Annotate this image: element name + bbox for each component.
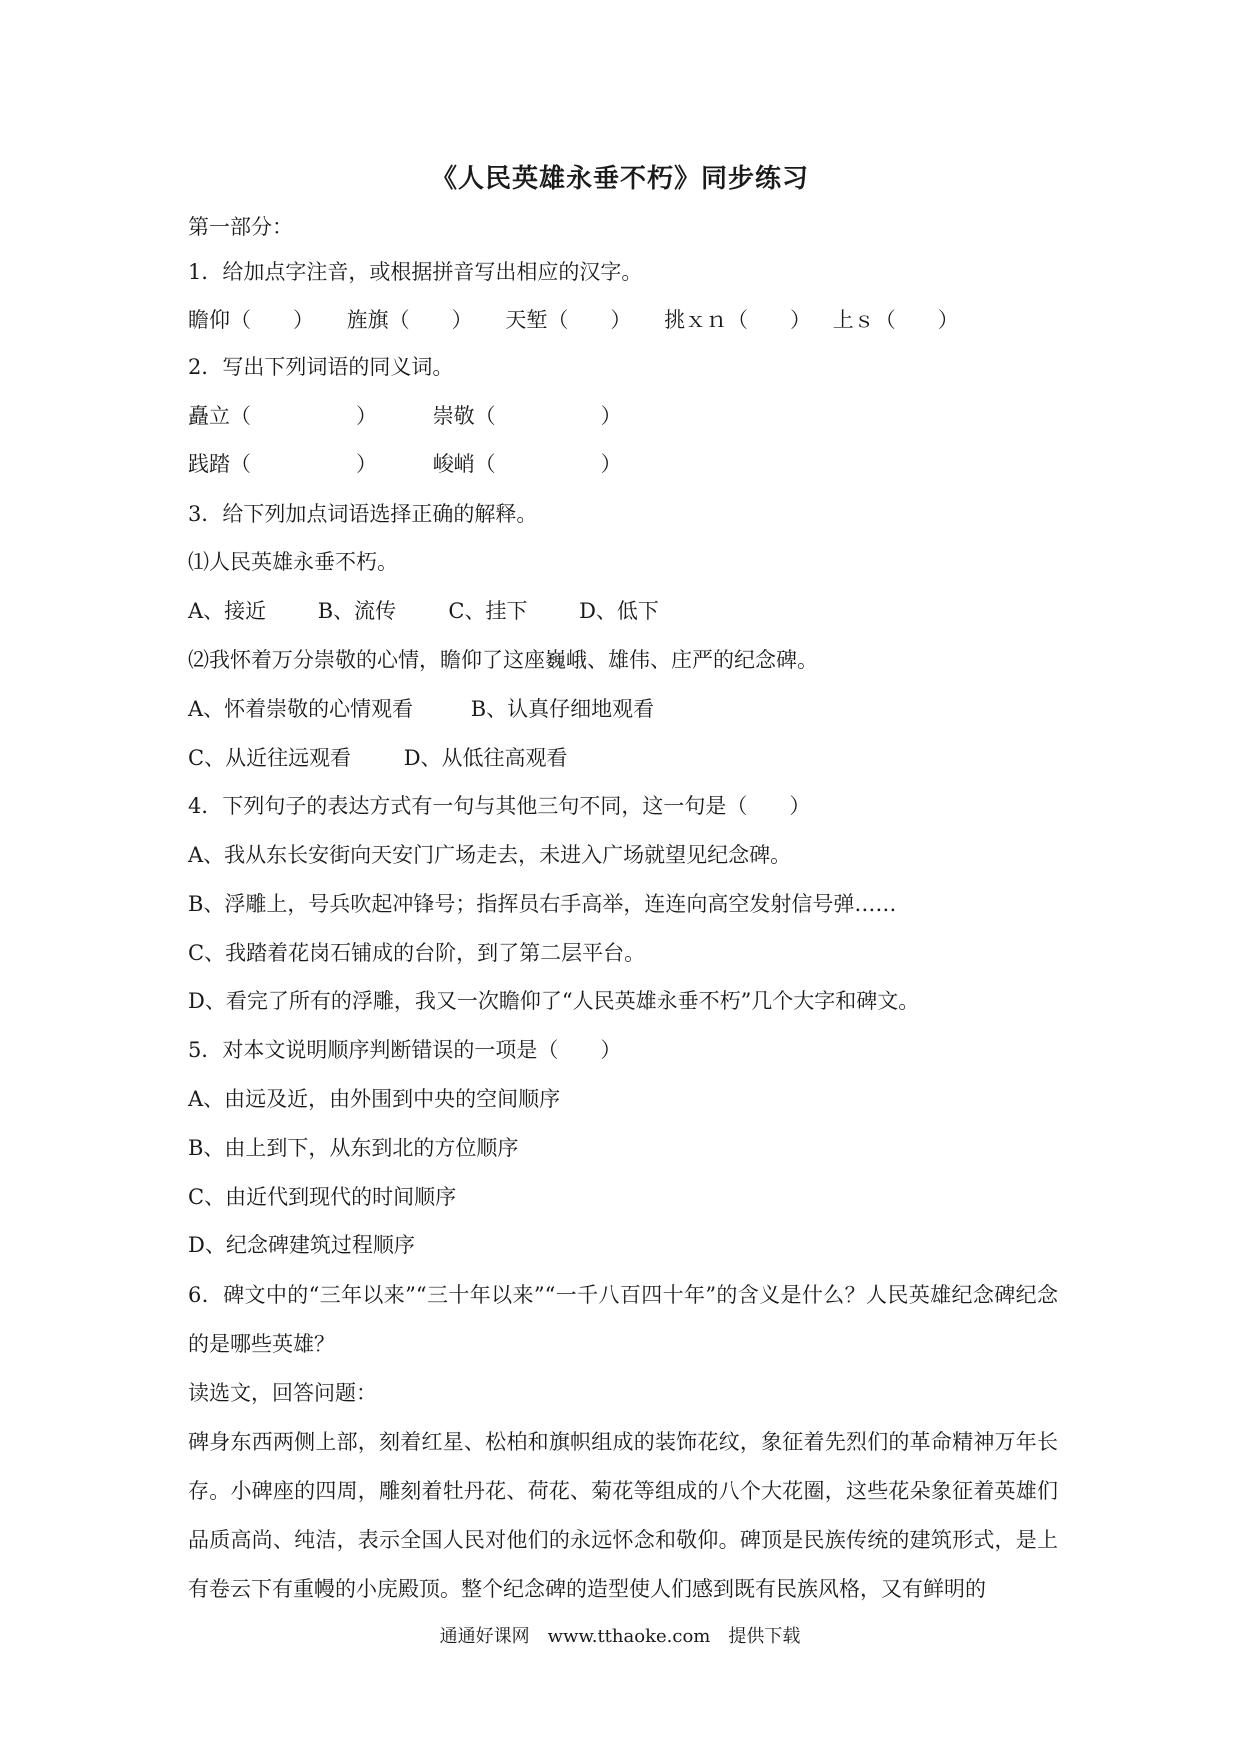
page-title: 《人民英雄永垂不朽》同步练习	[430, 164, 809, 194]
question-4-option-d: D、看完了所有的浮雕，我又一次瞻仰了“人民英雄永垂不朽”几个大字和碑文。	[188, 989, 920, 1013]
option: C、从近往远观看	[188, 746, 352, 770]
q2-item: 峻峭（ ）	[432, 452, 622, 476]
reading-intro: 读选文，回答问题：	[188, 1381, 377, 1405]
question-4-option-c: C、我踏着花岗石铺成的台阶，到了第二层平台。	[188, 941, 646, 965]
question-3-stem: 3．给下列加点词语选择正确的解释。	[188, 502, 538, 526]
q1-item: 瞻仰（ ）	[188, 308, 314, 332]
question-5-option-a: A、由远及近，由外围到中央的空间顺序	[188, 1087, 561, 1111]
question-1-items	[188, 305, 959, 335]
option: A、怀着崇敬的心情观看	[188, 697, 414, 721]
footer-source: 通通好课网 www.tthaoke.com 提供下载	[439, 1626, 801, 1647]
option: C、挂下	[448, 599, 528, 623]
option: B、认真仔细地观看	[470, 697, 655, 721]
question-5-option-d: D、纪念碑建筑过程顺序	[188, 1233, 415, 1257]
q1-item: 天堑（ ）	[505, 308, 632, 332]
question-4-option-a: A、我从东长安街向天安门广场走去，未进入广场就望见纪念碑。	[188, 843, 792, 867]
q2-item: 崇敬（ ）	[432, 404, 622, 428]
question-3-sub-1-options	[188, 596, 659, 626]
q2-item: 践踏（ ）	[188, 452, 377, 476]
question-5-stem: 5．对本文说明顺序判断错误的一项是（ ）	[188, 1038, 622, 1062]
option: D、从低往高观看	[403, 746, 568, 770]
question-2-row-1	[188, 401, 622, 431]
question-2-row-2	[188, 449, 622, 479]
question-5-option-c: C、由近代到现代的时间顺序	[188, 1185, 457, 1209]
option: D、低下	[579, 599, 659, 623]
question-4-option-b: B、浮雕上，号兵吹起冲锋号；指挥员右手高举，连连向高空发射信号弹……	[188, 892, 897, 916]
option: A、接近	[188, 599, 267, 623]
option: B、流传	[317, 599, 397, 623]
question-3-sub-1: ⑴人民英雄永垂不朽。	[188, 550, 398, 574]
q1-item: 旌旗（ ）	[346, 308, 473, 332]
question-3-sub-2: ⑵我怀着万分崇敬的心情，瞻仰了这座巍峨、雄伟、庄严的纪念碑。	[188, 648, 818, 672]
question-3-sub-2-options-row-2	[188, 743, 568, 773]
question-4-stem: 4．下列句子的表达方式有一句与其他三句不同，这一句是（ ）	[188, 794, 811, 818]
question-3-sub-2-options-row-1	[188, 694, 654, 724]
q1-item: 上ｓ（ ）	[832, 308, 959, 332]
question-5-option-b: B、由上到下，从东到北的方位顺序	[188, 1136, 519, 1160]
q1-item: 挑ｘｎ（ ）	[664, 308, 812, 332]
question-2-stem: 2．写出下列词语的同义词。	[188, 355, 454, 379]
reading-passage: 碑身东西两侧上部，刻着红星、松柏和旗帜组成的装饰花纹，象征着先烈们的革命精神万年长存。小碑座的四周，雕刻着牡丹花、荷花、菊花等组成的八个大花圈，这些花朵象征着英雄们品质高尚、纯洁，表示全国人民对他们的永远怀念和敬仰。碑顶是民族传统的建筑形式，是上有卷云下有重幔的小庑殿顶。整个纪念碑的造型使人们感到既有民族风格，又有鲜明的	[188, 1430, 1058, 1601]
question-1-stem: 1．给加点字注音，或根据拼音写出相应的汉字。	[188, 260, 643, 284]
q2-item: 矗立（ ）	[188, 404, 377, 428]
part-heading: 第一部分：	[188, 215, 293, 239]
question-6-stem: 6．碑文中的“三年以来”“三十年以来”“一千八百四十年”的含义是什么？人民英雄纪念碑纪念的是哪些英雄？	[188, 1283, 1058, 1356]
